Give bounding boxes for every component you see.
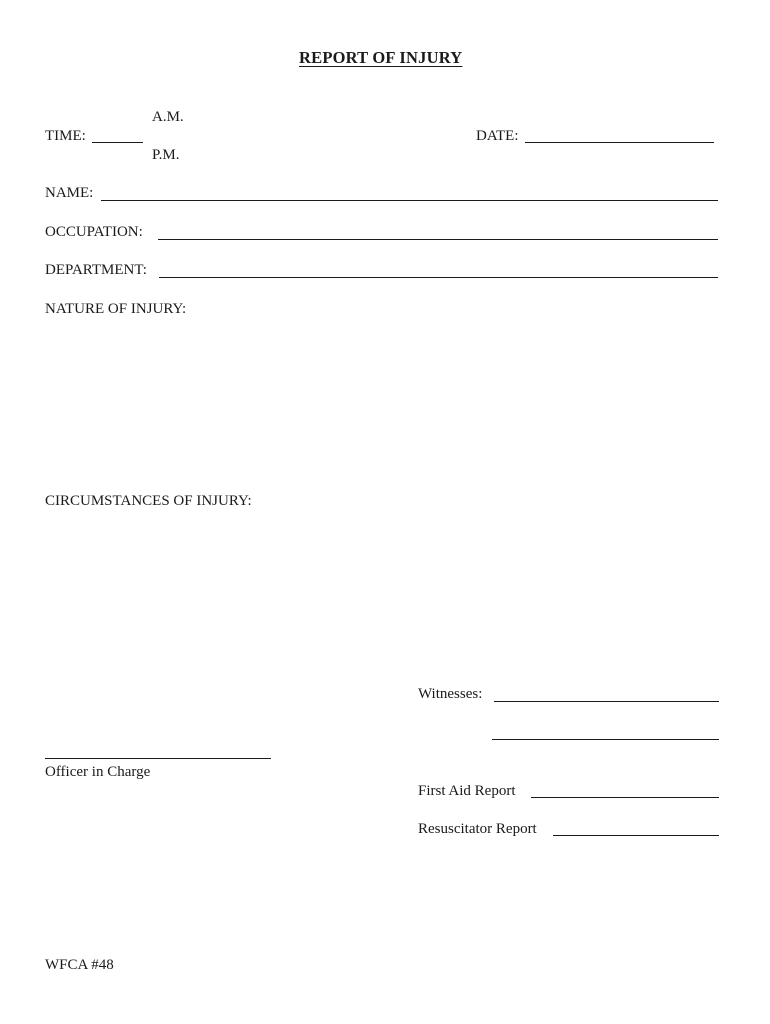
officer-signature-field[interactable] — [45, 758, 271, 759]
pm-label: P.M. — [152, 147, 180, 163]
resuscitator-field[interactable] — [553, 835, 719, 836]
witnesses-label: Witnesses: — [418, 686, 483, 702]
time-field[interactable] — [92, 142, 143, 143]
first-aid-field[interactable] — [531, 797, 719, 798]
form-number: WFCA #48 — [45, 957, 114, 973]
first-aid-label: First Aid Report — [418, 783, 516, 799]
nature-of-injury-area[interactable] — [45, 325, 718, 485]
circumstances-area[interactable] — [45, 517, 718, 677]
name-label: NAME: — [45, 185, 94, 201]
form-title: REPORT OF INJURY — [299, 48, 463, 67]
name-field[interactable] — [101, 200, 718, 201]
witness-field-2[interactable] — [492, 739, 719, 740]
date-label: DATE: — [476, 128, 519, 144]
am-label: A.M. — [152, 109, 184, 125]
resuscitator-label: Resuscitator Report — [418, 821, 537, 837]
date-field[interactable] — [525, 142, 714, 143]
time-label: TIME: — [45, 128, 86, 144]
department-field[interactable] — [159, 277, 718, 278]
occupation-label: OCCUPATION: — [45, 224, 143, 240]
department-label: DEPARTMENT: — [45, 262, 147, 278]
occupation-field[interactable] — [158, 239, 718, 240]
witness-field-1[interactable] — [494, 701, 719, 702]
nature-of-injury-label: NATURE OF INJURY: — [45, 301, 187, 317]
circumstances-label: CIRCUMSTANCES OF INJURY: — [45, 493, 252, 509]
officer-label: Officer in Charge — [45, 764, 151, 780]
